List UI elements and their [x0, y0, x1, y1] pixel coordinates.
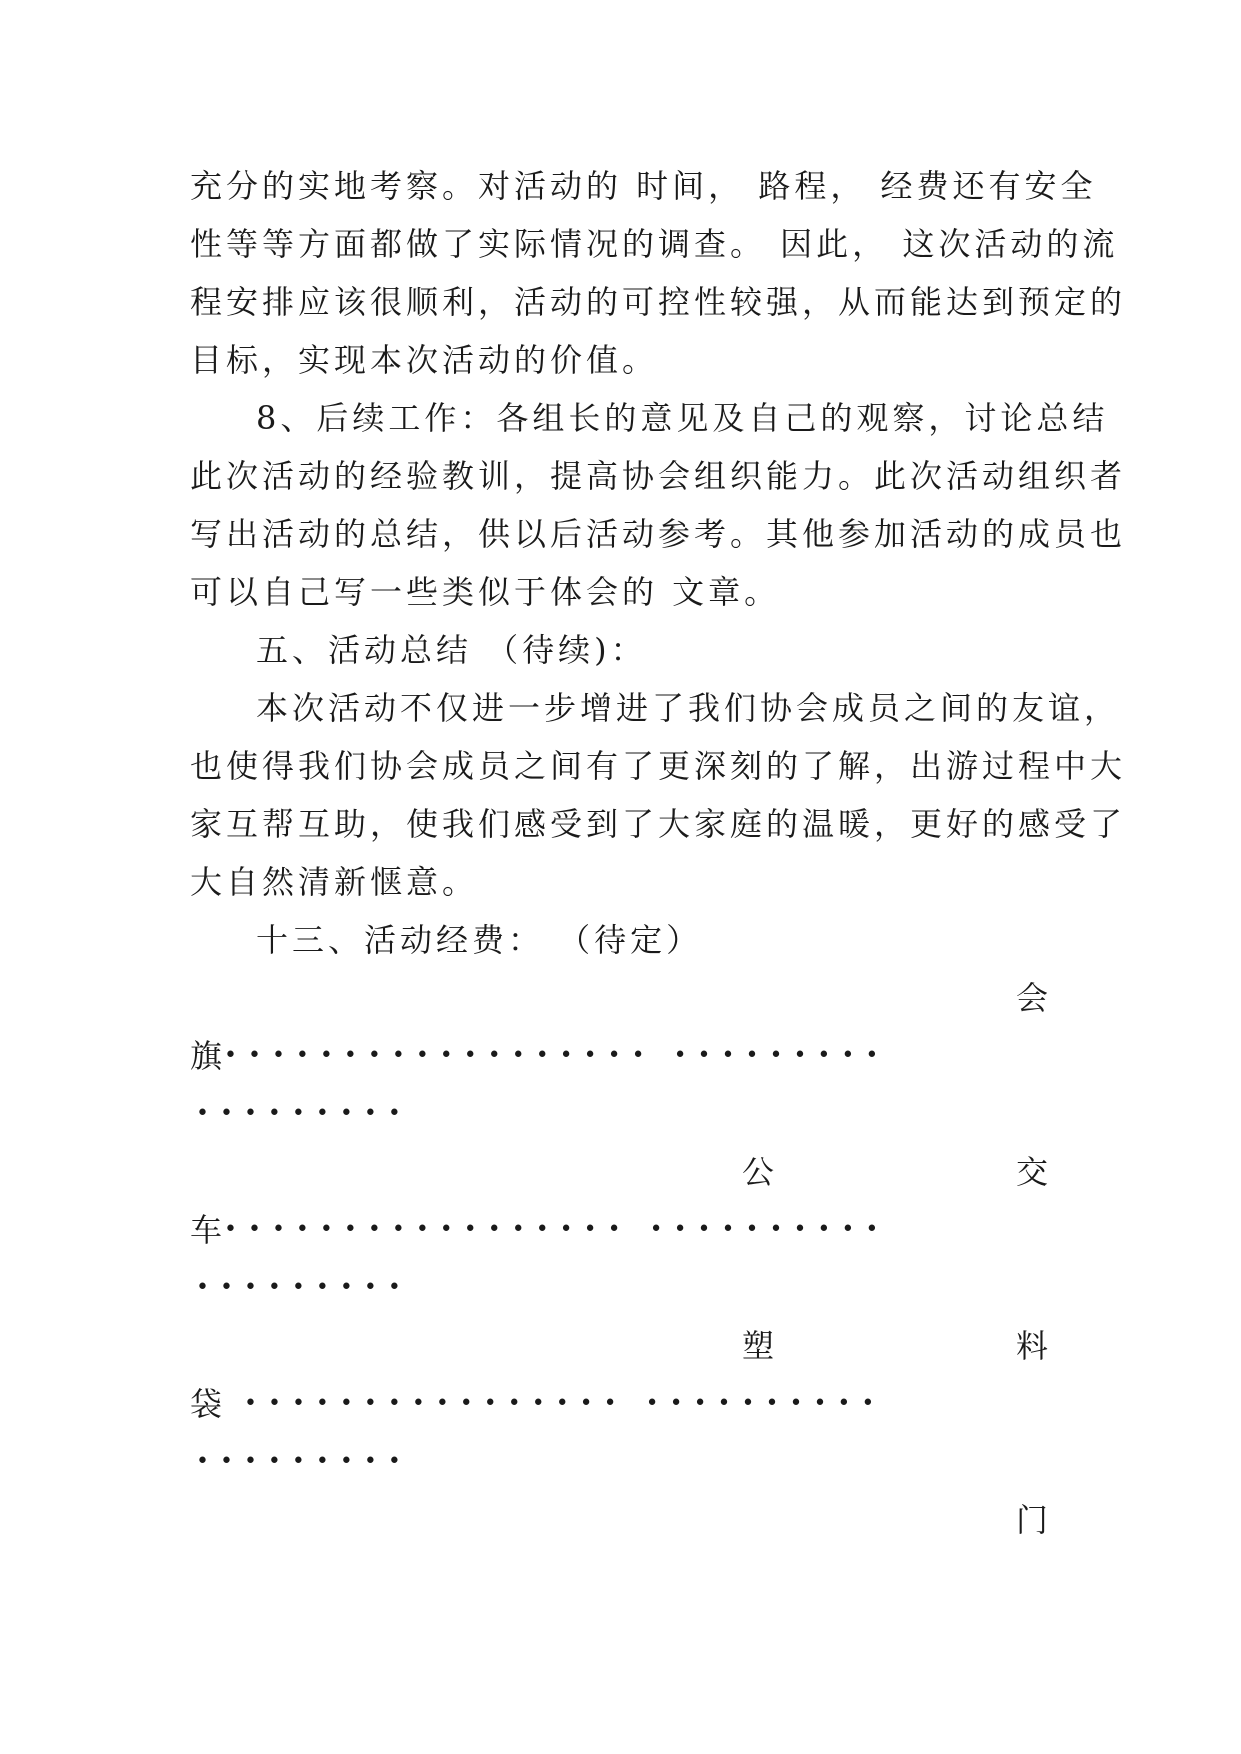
budget-item-3-dot-leader-1: •••••••••••••••• •••••••••• [244, 1391, 886, 1416]
budget-item-3-char-2: 料 [1016, 1327, 1049, 1365]
budget-item-3-dot-leader-2: ••••••••• [196, 1449, 412, 1474]
section-5-heading: 五、活动总结 （待续)： [256, 631, 647, 669]
budget-item-1-char-1: 会 [1016, 979, 1049, 1017]
budget-item-3-char-3: 袋 [190, 1385, 223, 1423]
paragraph-1-line-3: 程安排应该很顺利，活动的可控性较强，从而能达到预定的 [190, 283, 1127, 321]
paragraph-2-line-3: 写出活动的总结，供以后活动参考。其他参加活动的成员也 [190, 515, 1127, 553]
paragraph-1-line-4: 目标，实现本次活动的价值。 [190, 341, 659, 379]
budget-item-2-dot-leader-1: ••••••••••••••••• •••••••••• [224, 1217, 890, 1242]
budget-item-2-char-2: 交 [1016, 1153, 1049, 1191]
budget-item-1-char-2: 旗 [190, 1037, 223, 1075]
paragraph-2-line-2: 此次活动的经验教训，提高协会组织能力。此次活动组织者 [190, 457, 1127, 495]
paragraph-1-line-1: 充分的实地考察。对活动的 时间， 路程， 经费还有安全 [190, 167, 1097, 205]
paragraph-1-line-2: 性等等方面都做了实际情况的调查。 因此， 这次活动的流 [190, 225, 1119, 263]
budget-item-2-char-3: 车 [190, 1211, 223, 1249]
paragraph-3-line-1: 本次活动不仅进一步增进了我们协会成员之间的友谊， [256, 689, 1121, 727]
budget-item-2-char-1: 公 [742, 1153, 775, 1191]
budget-item-4-char-1: 门 [1016, 1501, 1049, 1539]
budget-item-2-dot-leader-2: ••••••••• [196, 1275, 412, 1300]
budget-item-1-dot-leader-2: ••••••••• [196, 1101, 412, 1126]
paragraph-3-line-3: 家互帮互助，使我们感受到了大家庭的温暖，更好的感受了 [190, 805, 1127, 843]
paragraph-3-line-4: 大自然清新惬意。 [190, 863, 479, 901]
paragraph-3-line-2: 也使得我们协会成员之间有了更深刻的了解，出游过程中大 [190, 747, 1127, 785]
paragraph-2-line-1: 8、后续工作：各组长的意见及自己的观察，讨论总结 [256, 399, 1109, 437]
section-13-heading: 十三、活动经费： （待定） [256, 921, 703, 959]
budget-item-1-dot-leader-1: •••••••••••••••••• ••••••••• [224, 1043, 890, 1068]
budget-item-3-char-1: 塑 [742, 1327, 775, 1365]
paragraph-2-line-4: 可以自己写一些类似于体会的 文章。 [190, 573, 781, 611]
